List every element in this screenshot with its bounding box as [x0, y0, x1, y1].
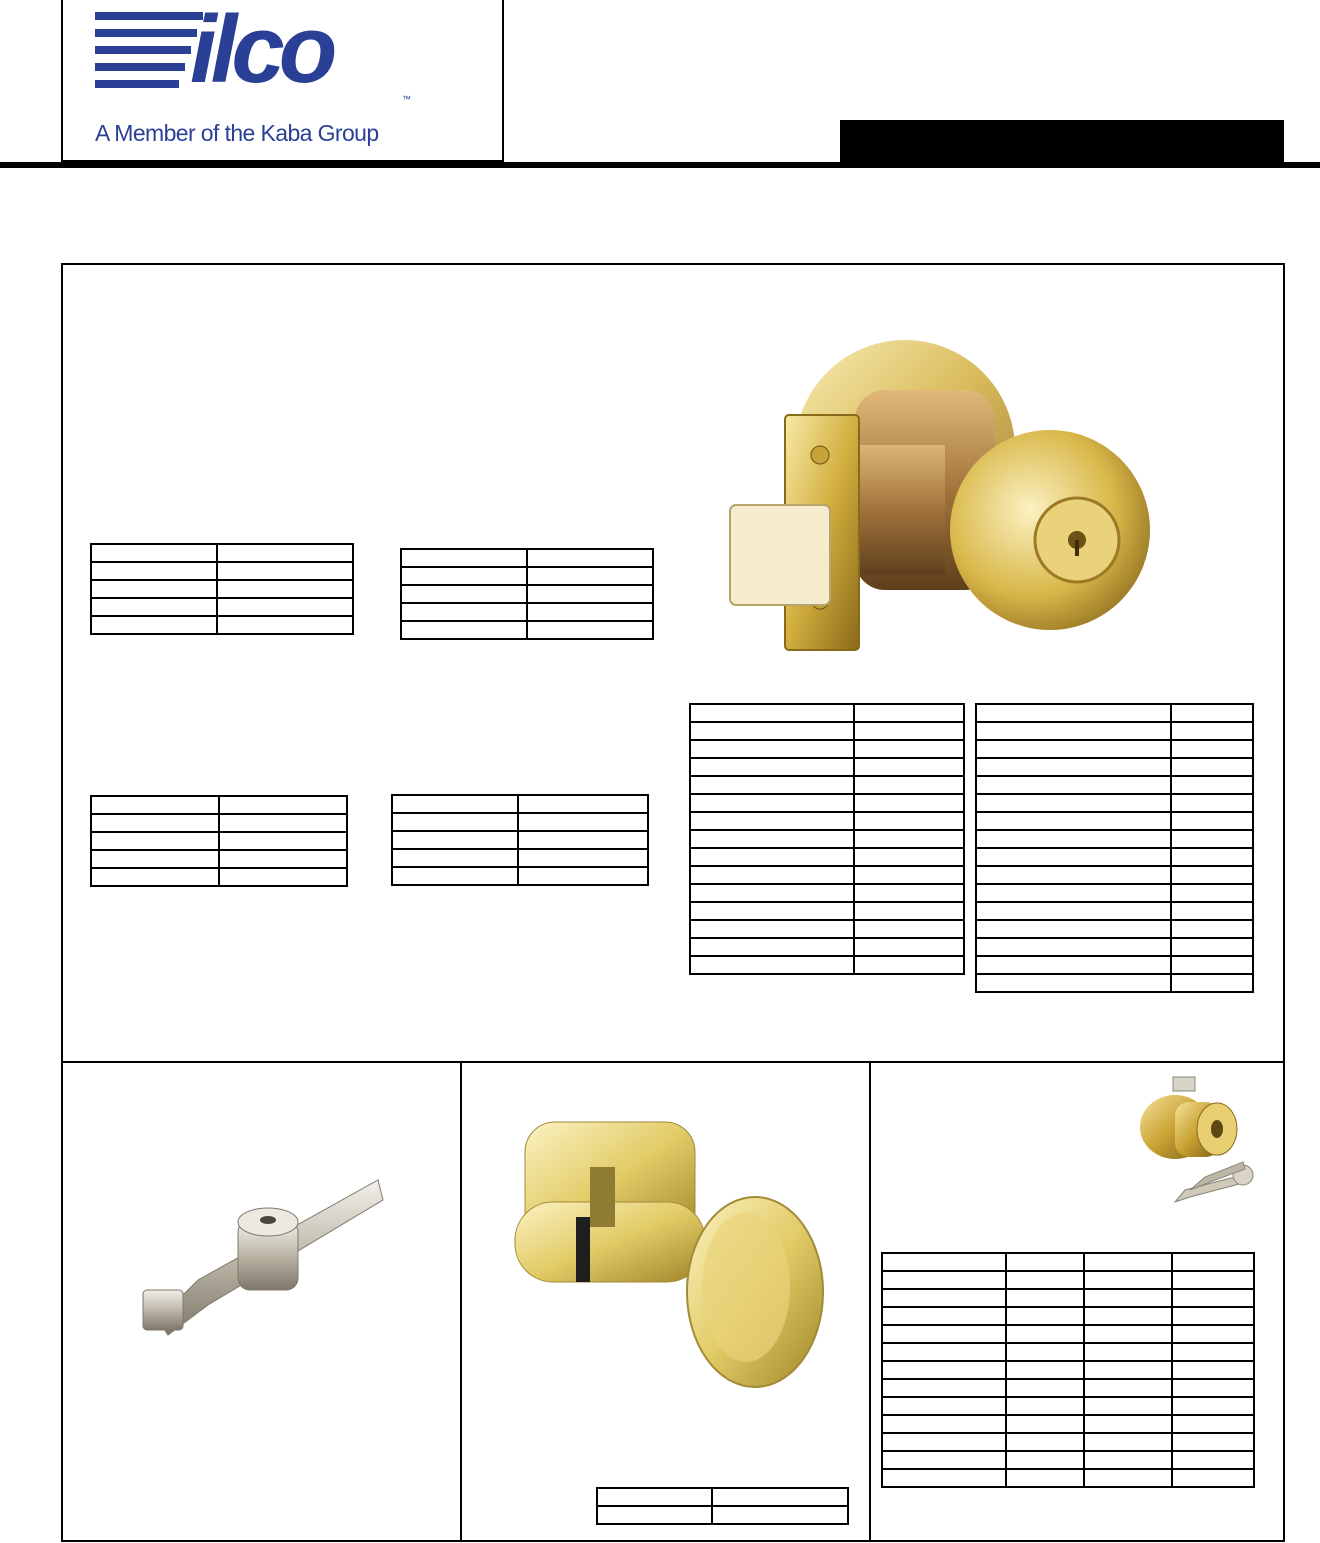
- table-row: [91, 544, 353, 562]
- table-row: [976, 866, 1253, 884]
- spec-table-4: [391, 794, 649, 886]
- table-cell: [976, 920, 1171, 938]
- panel-divider-2: [869, 1061, 871, 1542]
- euro-cylinder-thumbturn-icon: [510, 1112, 830, 1392]
- table-cell: [690, 758, 854, 776]
- table-cell: [1084, 1343, 1172, 1361]
- table-row: [976, 776, 1253, 794]
- table-cell: [1171, 794, 1253, 812]
- showcase-ratchet-lock-icon: [138, 1160, 388, 1340]
- table-row: [690, 956, 964, 974]
- table-cell: [1006, 1397, 1084, 1415]
- table-cell: [217, 544, 353, 562]
- table-cell: [1171, 812, 1253, 830]
- table-row: [690, 848, 964, 866]
- table-cell: [401, 621, 527, 639]
- table-cell: [1084, 1325, 1172, 1343]
- table-cell: [1171, 974, 1253, 992]
- table-cell: [1171, 704, 1253, 722]
- table-cell: [712, 1506, 848, 1524]
- table-cell: [1172, 1361, 1254, 1379]
- table-row: [91, 580, 353, 598]
- table-row: [690, 722, 964, 740]
- table-cell: [854, 884, 964, 902]
- table-cell: [1006, 1361, 1084, 1379]
- table-cell: [518, 867, 648, 885]
- logo-wordmark: ilco: [190, 0, 332, 103]
- table-cell: [976, 902, 1171, 920]
- table-row: [882, 1325, 1254, 1343]
- table-cell: [1172, 1253, 1254, 1271]
- table-cell: [882, 1469, 1006, 1487]
- table-cell: [392, 849, 518, 867]
- table-cell: [401, 567, 527, 585]
- table-row: [976, 812, 1253, 830]
- table-cell: [392, 813, 518, 831]
- table-row: [976, 740, 1253, 758]
- table-row: [976, 830, 1253, 848]
- table-cell: [91, 832, 219, 850]
- table-row: [91, 796, 347, 814]
- table-row: [690, 776, 964, 794]
- table-row: [690, 884, 964, 902]
- table-cell: [690, 848, 854, 866]
- table-cell: [1171, 848, 1253, 866]
- table-row: [401, 621, 653, 639]
- table-row: [882, 1271, 1254, 1289]
- table-cell: [1084, 1415, 1172, 1433]
- table-cell: [690, 866, 854, 884]
- table-cell: [976, 848, 1171, 866]
- table-cell: [401, 585, 527, 603]
- table-cell: [217, 598, 353, 616]
- table-cell: [392, 867, 518, 885]
- table-cell: [854, 812, 964, 830]
- table-row: [976, 884, 1253, 902]
- table-cell: [527, 585, 653, 603]
- table-cell: [527, 621, 653, 639]
- table-cell: [1172, 1289, 1254, 1307]
- table-cell: [854, 722, 964, 740]
- table-cell: [854, 902, 964, 920]
- table-row: [882, 1451, 1254, 1469]
- table-row: [392, 795, 648, 813]
- table-cell: [91, 616, 217, 634]
- table-cell: [91, 544, 217, 562]
- table-cell: [527, 567, 653, 585]
- table-cell: [1172, 1325, 1254, 1343]
- table-cell: [854, 956, 964, 974]
- table-cell: [882, 1271, 1006, 1289]
- table-cell: [854, 866, 964, 884]
- table-cell: [401, 549, 527, 567]
- table-cell: [690, 776, 854, 794]
- table-cell: [882, 1253, 1006, 1271]
- table-row: [690, 866, 964, 884]
- table-cell: [882, 1325, 1006, 1343]
- table-row: [401, 567, 653, 585]
- table-cell: [1171, 722, 1253, 740]
- table-cell: [217, 580, 353, 598]
- table-cell: [882, 1361, 1006, 1379]
- drawer-lock-spec-table: [881, 1252, 1255, 1488]
- table-row: [690, 920, 964, 938]
- table-row: [882, 1379, 1254, 1397]
- table-cell: [976, 938, 1171, 956]
- table-cell: [882, 1451, 1006, 1469]
- table-cell: [690, 902, 854, 920]
- table-cell: [854, 920, 964, 938]
- table-row: [882, 1361, 1254, 1379]
- table-row: [976, 974, 1253, 992]
- table-cell: [976, 740, 1171, 758]
- table-cell: [1084, 1451, 1172, 1469]
- table-cell: [1084, 1433, 1172, 1451]
- table-row: [882, 1433, 1254, 1451]
- table-cell: [882, 1433, 1006, 1451]
- table-cell: [1006, 1433, 1084, 1451]
- table-cell: [392, 831, 518, 849]
- table-cell: [976, 704, 1171, 722]
- cylinder-spec-table: [596, 1487, 849, 1525]
- table-row: [690, 740, 964, 758]
- logo-tagline: A Member of the Kaba Group: [95, 120, 379, 146]
- table-cell: [976, 812, 1171, 830]
- table-row: [91, 850, 347, 868]
- table-row: [976, 902, 1253, 920]
- table-cell: [527, 603, 653, 621]
- table-row: [976, 794, 1253, 812]
- table-row: [91, 598, 353, 616]
- table-cell: [1171, 830, 1253, 848]
- table-cell: [882, 1415, 1006, 1433]
- table-cell: [854, 830, 964, 848]
- table-cell: [854, 794, 964, 812]
- table-row: [91, 562, 353, 580]
- table-cell: [1171, 776, 1253, 794]
- table-row: [882, 1307, 1254, 1325]
- table-cell: [690, 812, 854, 830]
- table-row: [882, 1469, 1254, 1487]
- table-cell: [527, 549, 653, 567]
- table-cell: [91, 868, 219, 886]
- panel-divider-1: [460, 1061, 462, 1542]
- table-cell: [518, 813, 648, 831]
- table-cell: [597, 1506, 712, 1524]
- table-row: [91, 832, 347, 850]
- table-cell: [91, 580, 217, 598]
- drawer-lock-with-keys-icon: [1135, 1072, 1260, 1212]
- table-cell: [854, 740, 964, 758]
- table-cell: [854, 938, 964, 956]
- table-cell: [1172, 1271, 1254, 1289]
- deadbolt-spec-table-b: [975, 703, 1254, 993]
- table-cell: [1084, 1379, 1172, 1397]
- header-title-bar: [840, 120, 1284, 162]
- table-cell: [392, 795, 518, 813]
- table-row: [976, 722, 1253, 740]
- table-cell: [854, 758, 964, 776]
- table-cell: [91, 562, 217, 580]
- table-cell: [1006, 1415, 1084, 1433]
- table-cell: [712, 1488, 848, 1506]
- table-row: [690, 758, 964, 776]
- table-cell: [1006, 1469, 1084, 1487]
- table-cell: [690, 794, 854, 812]
- table-row: [976, 956, 1253, 974]
- table-cell: [854, 776, 964, 794]
- table-row: [976, 920, 1253, 938]
- table-cell: [1006, 1343, 1084, 1361]
- table-cell: [1171, 884, 1253, 902]
- spec-table-3: [90, 795, 348, 887]
- table-row: [401, 549, 653, 567]
- table-cell: [518, 795, 648, 813]
- table-cell: [1171, 866, 1253, 884]
- table-row: [392, 867, 648, 885]
- table-cell: [882, 1379, 1006, 1397]
- table-row: [882, 1343, 1254, 1361]
- table-cell: [1172, 1469, 1254, 1487]
- table-row: [882, 1415, 1254, 1433]
- table-cell: [91, 598, 217, 616]
- table-cell: [690, 920, 854, 938]
- table-cell: [882, 1397, 1006, 1415]
- table-cell: [1006, 1451, 1084, 1469]
- table-row: [882, 1397, 1254, 1415]
- table-cell: [690, 740, 854, 758]
- table-row: [690, 812, 964, 830]
- table-cell: [1172, 1307, 1254, 1325]
- table-cell: [597, 1488, 712, 1506]
- table-cell: [219, 832, 347, 850]
- table-cell: [1171, 902, 1253, 920]
- header-rule: [0, 162, 1320, 168]
- table-cell: [690, 830, 854, 848]
- table-cell: [854, 848, 964, 866]
- table-cell: [690, 722, 854, 740]
- table-cell: [1171, 956, 1253, 974]
- table-cell: [1084, 1397, 1172, 1415]
- table-cell: [976, 956, 1171, 974]
- table-cell: [1084, 1307, 1172, 1325]
- table-cell: [1006, 1307, 1084, 1325]
- table-row: [401, 603, 653, 621]
- table-row: [690, 830, 964, 848]
- table-cell: [690, 704, 854, 722]
- table-cell: [1171, 758, 1253, 776]
- table-cell: [219, 850, 347, 868]
- logo-stripes: [95, 12, 205, 92]
- table-cell: [882, 1289, 1006, 1307]
- spec-table-2: [400, 548, 654, 640]
- table-cell: [1172, 1433, 1254, 1451]
- table-row: [882, 1253, 1254, 1271]
- spec-table-1: [90, 543, 354, 635]
- table-row: [91, 868, 347, 886]
- table-cell: [1084, 1271, 1172, 1289]
- table-row: [690, 938, 964, 956]
- table-cell: [1006, 1271, 1084, 1289]
- table-cell: [1172, 1343, 1254, 1361]
- table-row: [976, 848, 1253, 866]
- table-cell: [217, 562, 353, 580]
- table-cell: [976, 758, 1171, 776]
- table-cell: [1006, 1379, 1084, 1397]
- table-cell: [882, 1343, 1006, 1361]
- deadbolt-lock-icon: [715, 330, 1155, 660]
- table-cell: [1172, 1397, 1254, 1415]
- table-row: [976, 758, 1253, 776]
- table-cell: [1006, 1253, 1084, 1271]
- table-cell: [91, 850, 219, 868]
- table-row: [392, 831, 648, 849]
- table-cell: [91, 796, 219, 814]
- table-cell: [976, 776, 1171, 794]
- table-cell: [1171, 920, 1253, 938]
- table-cell: [1171, 938, 1253, 956]
- table-cell: [1171, 740, 1253, 758]
- table-cell: [1172, 1451, 1254, 1469]
- table-cell: [976, 866, 1171, 884]
- table-cell: [219, 814, 347, 832]
- table-cell: [1084, 1253, 1172, 1271]
- table-cell: [217, 616, 353, 634]
- table-cell: [690, 884, 854, 902]
- table-row: [976, 938, 1253, 956]
- deadbolt-spec-table-a: [689, 703, 965, 975]
- table-row: [91, 616, 353, 634]
- table-row: [882, 1289, 1254, 1307]
- table-cell: [690, 956, 854, 974]
- table-cell: [219, 796, 347, 814]
- table-cell: [976, 884, 1171, 902]
- table-row: [597, 1488, 848, 1506]
- table-row: [91, 814, 347, 832]
- table-cell: [854, 704, 964, 722]
- table-cell: [1006, 1325, 1084, 1343]
- table-row: [690, 794, 964, 812]
- table-cell: [1084, 1469, 1172, 1487]
- table-cell: [1172, 1379, 1254, 1397]
- table-cell: [976, 830, 1171, 848]
- table-cell: [882, 1307, 1006, 1325]
- logo-trademark: ™: [402, 94, 411, 104]
- table-cell: [1084, 1289, 1172, 1307]
- table-row: [392, 849, 648, 867]
- table-cell: [1084, 1361, 1172, 1379]
- table-cell: [91, 814, 219, 832]
- table-cell: [401, 603, 527, 621]
- table-row: [690, 902, 964, 920]
- table-row: [401, 585, 653, 603]
- table-cell: [1006, 1289, 1084, 1307]
- table-cell: [976, 974, 1171, 992]
- table-row: [976, 704, 1253, 722]
- table-cell: [690, 938, 854, 956]
- table-cell: [518, 849, 648, 867]
- table-row: [597, 1506, 848, 1524]
- table-cell: [518, 831, 648, 849]
- table-cell: [219, 868, 347, 886]
- table-cell: [976, 794, 1171, 812]
- table-row: [690, 704, 964, 722]
- table-cell: [1172, 1415, 1254, 1433]
- table-row: [392, 813, 648, 831]
- table-cell: [976, 722, 1171, 740]
